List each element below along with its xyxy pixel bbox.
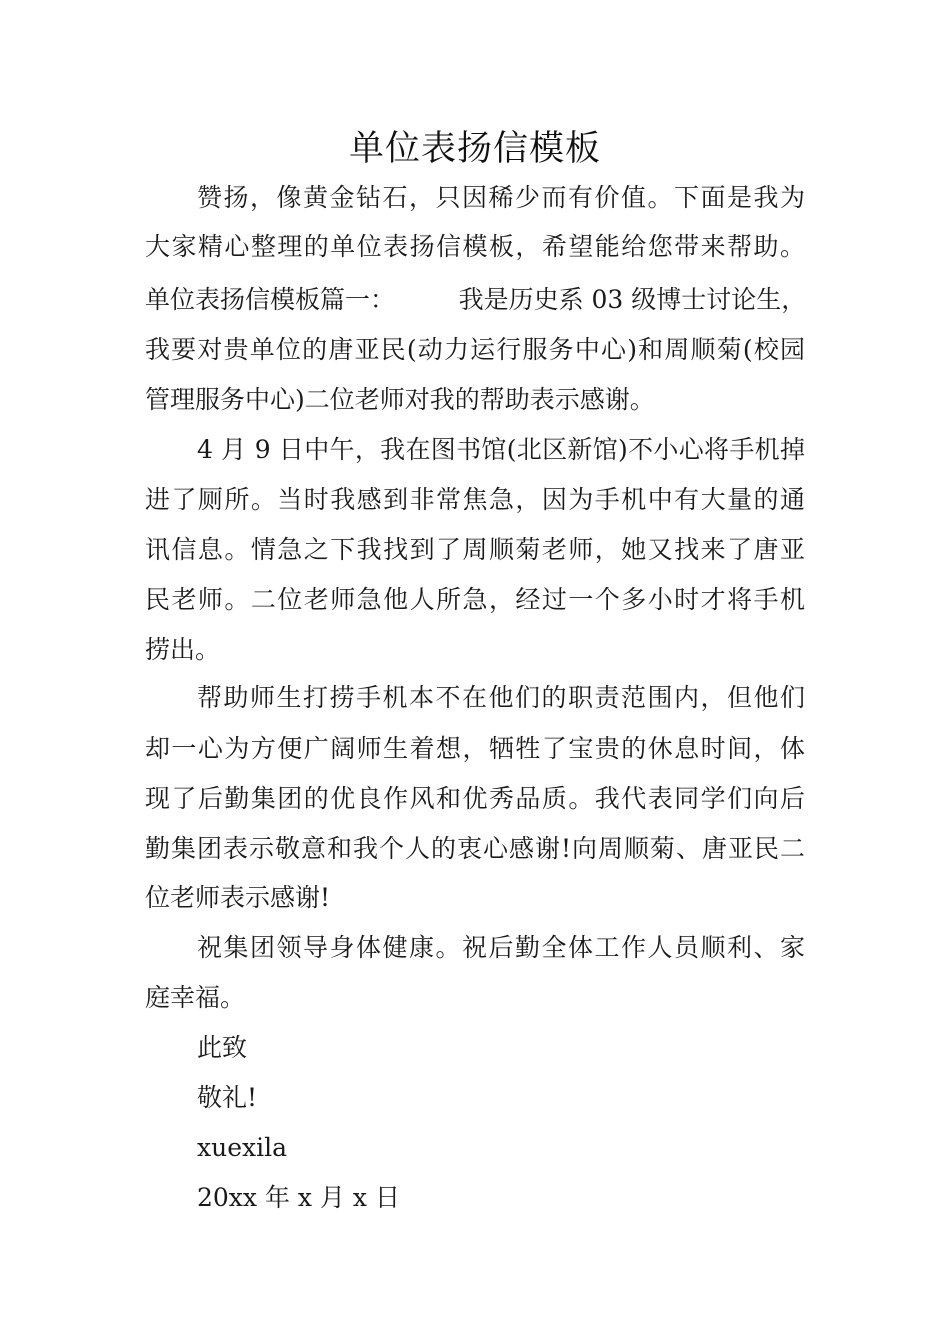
text-line: 赞扬，像黄金钻石，只因稀少而有价值。下面是我为 (197, 183, 805, 212)
text-line: 大家精心整理的单位表扬信模板，希望能给您带来帮助。 (145, 232, 805, 261)
document-title: 单位表扬信模板 (348, 129, 601, 169)
text-line: 进了厕所。当时我感到非常焦急，因为手机中有大量的通 (145, 485, 805, 514)
text-line: 管理服务中心)二位老师对我的帮助表示感谢。 (145, 385, 655, 414)
text-line: 勤集团表示敬意和我个人的衷心感谢!向周顺菊、唐亚民二 (145, 834, 805, 863)
text-line: 却一心为方便广阔师生着想，牺牲了宝贵的休息时间，体 (145, 734, 805, 763)
text-line: 讯信息。情急之下我找到了周顺菊老师，她又找来了唐亚 (145, 535, 805, 564)
date-line: 20xx 年 x 月 x 日 (197, 1183, 400, 1212)
text-line: 祝集团领导身体健康。祝后勤全体工作人员顺利、家 (197, 933, 805, 962)
text-line: 现了后勤集团的优良作风和优秀品质。我代表同学们向后 (145, 784, 805, 813)
closing-salutation: 此致 (197, 1033, 248, 1062)
text-line: 帮助师生打捞手机本不在他们的职责范围内，但他们 (197, 683, 805, 712)
text-line: 捞出。 (145, 635, 221, 664)
text-line: 庭幸福。 (145, 983, 246, 1012)
text-line: 民老师。二位老师急他人所急，经过一个多小时才将手机 (145, 585, 805, 614)
signature: xuexila (197, 1133, 287, 1162)
text-line: 位老师表示感谢! (145, 883, 331, 912)
text-line: 我要对贵单位的唐亚民(动力运行服务中心)和周顺菊(校园 (145, 335, 805, 364)
text-line: 4 月 9 日中午，我在图书馆(北区新馆)不小心将手机掉 (197, 435, 805, 464)
closing-regards: 敬礼! (197, 1083, 258, 1112)
text-line: 单位表扬信模板篇一： 我是历史系 03 级博士讨论生， (145, 285, 807, 314)
